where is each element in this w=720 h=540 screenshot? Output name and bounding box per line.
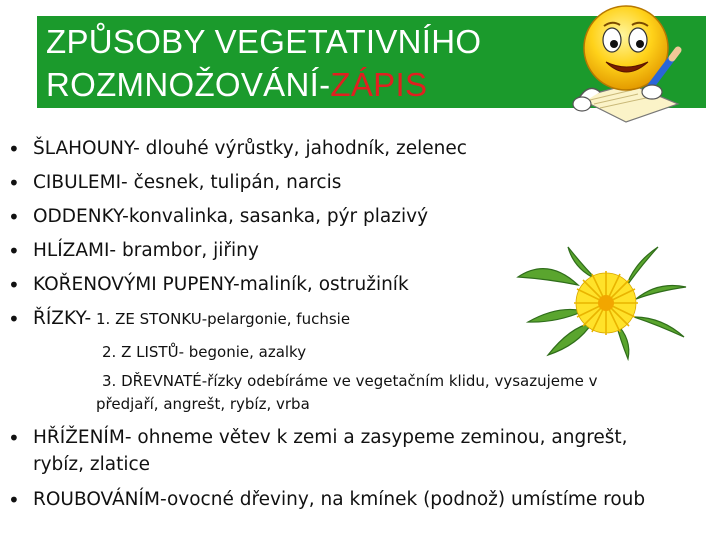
cuttings-text: 1. ZE STONKU-pelargonie, fuchsie <box>91 310 351 328</box>
list-item: KOŘENOVÝMI PUPENY-maliník, ostružiník <box>33 274 409 295</box>
sub-item: 2. Z LISTŮ- begonie, azalky <box>102 343 307 361</box>
list-item-continuation: rybíz, zlatice <box>33 454 151 475</box>
bullet: • <box>8 137 20 161</box>
list-item: HŘÍŽENÍM- ohneme větev k zemi a zasypeme zeminou, angrešt, <box>33 427 628 448</box>
bullet: • <box>8 426 20 450</box>
bullet: • <box>8 171 20 195</box>
writing-smiley-icon <box>560 0 695 135</box>
bullet: • <box>8 307 20 331</box>
list-item: ODDENKY-konvalinka, sasanka, pýr plazivý <box>33 206 429 227</box>
bullet: • <box>8 488 20 512</box>
bullet: • <box>8 239 20 263</box>
list-item: ŠLAHOUNY- dlouhé výrůstky, jahodník, zelenec <box>33 138 467 159</box>
list-item: ROUBOVÁNÍM-ovocné dřeviny, na kmínek (podnož) umístíme roub <box>33 489 646 510</box>
bullet: • <box>8 273 20 297</box>
title-accent: ZÁPIS <box>330 66 428 103</box>
title-line2: ROZMNOŽOVÁNÍ- <box>46 66 331 103</box>
list-item: HLÍZAMI- brambor, jiřiny <box>33 240 259 261</box>
cuttings-label: ŘÍZKY- <box>33 308 92 329</box>
list-item-cuttings <box>33 306 350 332</box>
bullet: • <box>8 205 20 229</box>
sub-item: 3. DŘEVNATÉ-řízky odebíráme ve vegetačním klidu, vysazujeme v <box>102 372 598 390</box>
title-line1: ZPŮSOBY VEGETATIVNÍHO <box>46 23 482 60</box>
yellow-flower-icon <box>508 227 698 367</box>
sub-item: předjaří, angrešt, rybíz, vrba <box>96 395 310 413</box>
list-item: CIBULEMI- česnek, tulipán, narcis <box>33 172 342 193</box>
page-title <box>46 20 481 106</box>
